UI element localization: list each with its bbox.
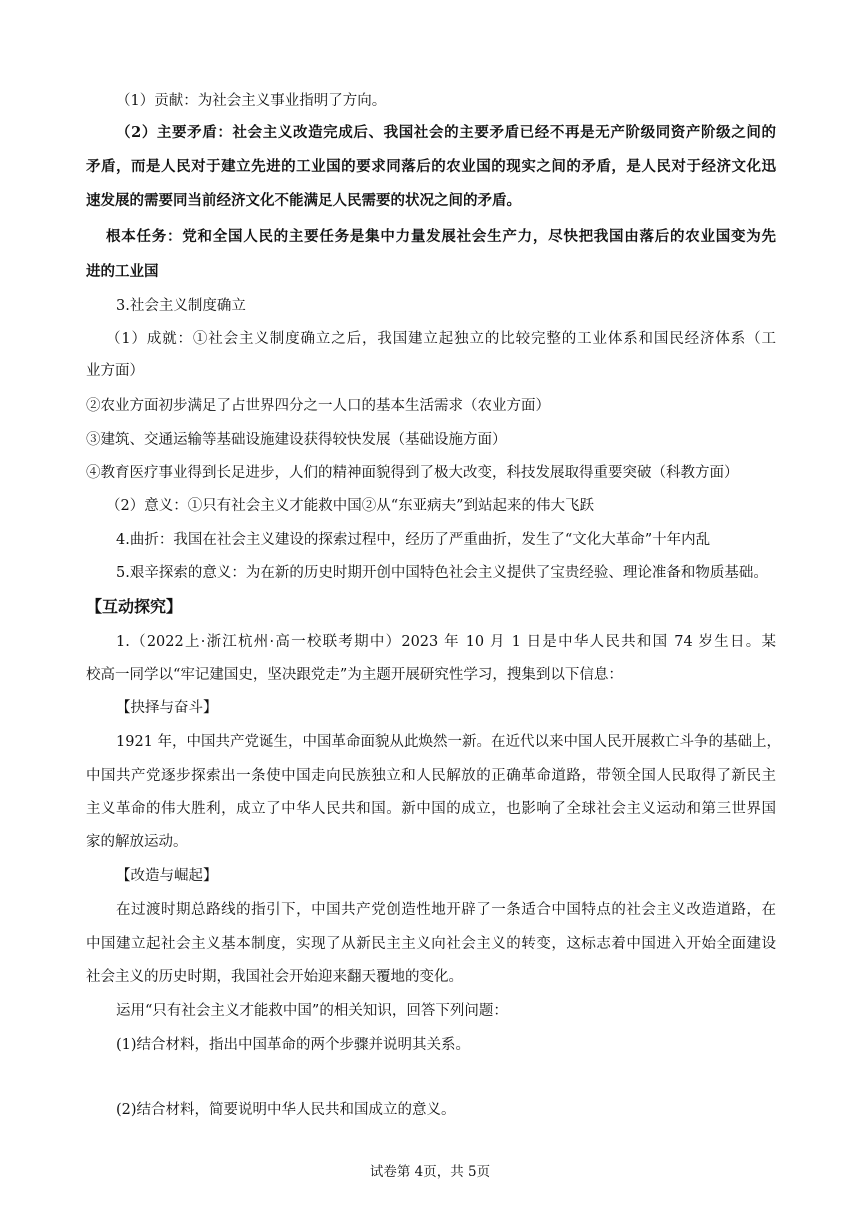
material-1-line-1: 1921 年，中国共产党诞生，中国革命面貌从此焕然一新。在近代以来中国人民开展救亡斗争的基础上， xyxy=(116,734,782,750)
sub-question-1: (1)结合材料，指出中国革命的两个步骤并说明其关系。 xyxy=(116,1037,471,1053)
question-intro-line-2: 校高一同学以“牢记建国史，坚决跟党走”为主题开展研究性学习，搜集到以下信息： xyxy=(86,667,623,683)
question-intro-line: 1.（2022上·浙江杭州·高一校联考期中）2023 年 10 月 1 日是中华人民共和国 74 岁生日。某 xyxy=(116,634,776,650)
significance-line: （2）意义：①只有社会主义才能救中国②从“东亚病夫”到站起来的伟大飞跃 xyxy=(106,498,595,514)
page-footer: 试卷第 4页，共 5页 xyxy=(369,1164,491,1180)
material-1-line-2: 中国共产党逐步探索出一条使中国走向民族独立和人民解放的正确革命道路，带领全国人民取得了新民主 xyxy=(86,768,776,784)
contribution-line: （1）贡献：为社会主义事业指明了方向。 xyxy=(116,93,387,109)
material-heading-1: 【抉择与奋斗】 xyxy=(116,700,218,716)
main-contradiction-line: （2）主要矛盾：社会主义改造完成后、我国社会的主要矛盾已经不再是无产阶级同资产阶级之间的 xyxy=(116,124,776,141)
material-1-line-3: 主义革命的伟大胜利，成立了中华人民共和国。新中国的成立，也影响了全球社会主义运动和第三世界国 xyxy=(86,801,776,817)
agriculture-line: ②农业方面初步满足了占世界四分之一人口的基本生活需求（农业方面） xyxy=(86,398,550,414)
achievement-line: （1）成就：①社会主义制度确立之后，我国建立起独立的比较完整的工业体系和国民经济体系（工 xyxy=(106,331,776,347)
main-contradiction-line-3: 速发展的需要同当前经济文化不能满足人民需要的状况之间的矛盾。 xyxy=(86,192,521,209)
section-title: 【互动探究】 xyxy=(86,597,183,616)
exploration-meaning-line: 5.艰辛探索的意义：为在新的历史时期开创中国特色社会主义提供了宝贵经验、理论准备和物质基础。 xyxy=(116,565,768,581)
question-prompt: 运用“只有社会主义才能救中国”的相关知识，回答下列问题： xyxy=(116,1003,508,1019)
achievement-line-2: 业方面） xyxy=(86,363,144,379)
education-line: ④教育医疗事业得到长足进步，人们的精神面貌得到了极大改变，科技发展取得重要突破（科教方面） xyxy=(86,465,739,481)
material-2-line-3: 社会主义的历史时期，我国社会开始迎来翻天覆地的变化。 xyxy=(86,969,463,985)
fundamental-task-line: 根本任务：党和全国人民的主要任务是集中力量发展社会生产力，尽快把我国由落后的农业国变为先 xyxy=(106,228,776,245)
material-heading-2: 【改造与崛起】 xyxy=(116,868,218,884)
sub-question-2: (2)结合材料，简要说明中华人民共和国成立的意义。 xyxy=(116,1102,456,1118)
fundamental-task-line-2: 进的工业国 xyxy=(86,263,159,280)
infrastructure-line: ③建筑、交通运输等基础设施建设获得较快发展（基础设施方面） xyxy=(86,432,507,448)
system-established-heading: 3.社会主义制度确立 xyxy=(116,298,246,314)
material-2-line-1: 在过渡时期总路线的指引下，中国共产党创造性地开辟了一条适合中国特点的社会主义改造道路，在 xyxy=(116,902,776,918)
main-contradiction-line-2: 矛盾，而是人民对于建立先进的工业国的要求同落后的农业国的现实之间的矛盾，是人民对于经济文化迅 xyxy=(86,158,776,175)
material-1-line-4: 家的解放运动。 xyxy=(86,834,188,850)
setback-line: 4.曲折：我国在社会主义建设的探索过程中，经历了严重曲折，发生了“文化大革命”十年内乱 xyxy=(116,532,711,548)
material-2-line-2: 中国建立起社会主义基本制度，实现了从新民主主义向社会主义的转变，这标志着中国进入开始全面建设 xyxy=(86,936,776,952)
